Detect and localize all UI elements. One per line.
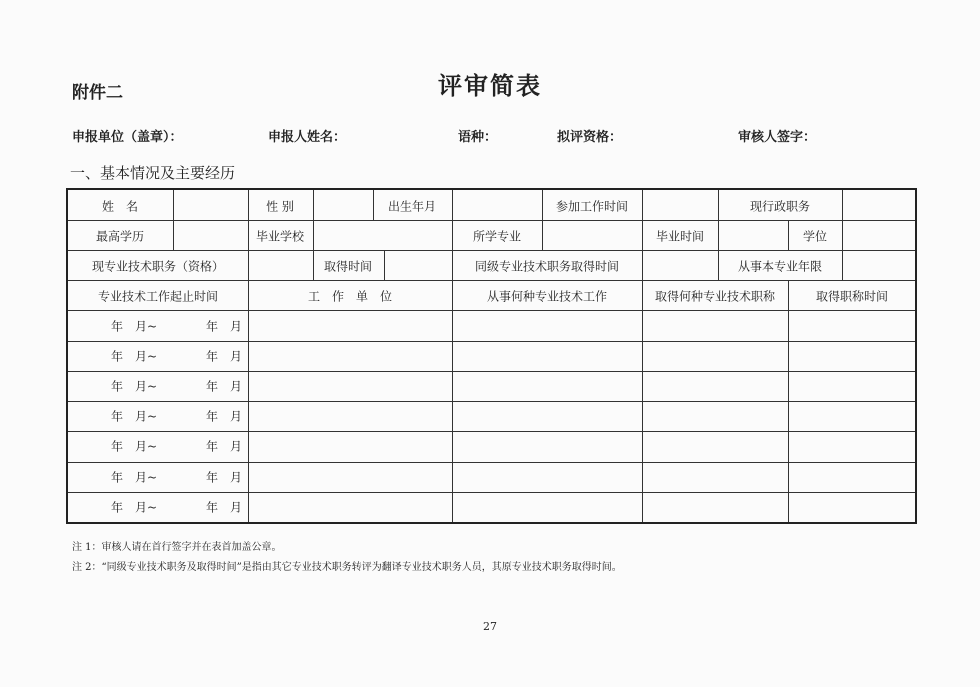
work-start-label: 参加工作时间 (555, 199, 629, 214)
degree-label: 学位 (802, 229, 828, 244)
review-table (66, 188, 917, 524)
history-row-from: 年 月~ (110, 439, 158, 454)
note-1: 注 1：审核人请在首行签字并在表首加盖公章。 (72, 542, 282, 553)
title-obtained-header: 取得何种专业技术职称 (654, 289, 776, 304)
major-label: 所学专业 (472, 229, 522, 244)
history-row-from: 年 月~ (110, 319, 158, 334)
work-type-header: 从事何种专业技术工作 (486, 289, 608, 304)
history-row-from: 年 月~ (110, 470, 158, 485)
same-level-time-label: 同级专业技术职务取得时间 (474, 259, 620, 274)
obtain-time-label: 取得时间 (323, 259, 373, 274)
history-row-from: 年 月~ (110, 349, 158, 364)
qualification-label: 拟评资格： (557, 130, 623, 145)
admin-post-label: 现行政职务 (749, 199, 811, 214)
birth-date-label: 出生年月 (387, 199, 437, 214)
title-time-header: 取得职称时间 (815, 289, 889, 304)
years-in-field-label: 从事本专业年限 (737, 259, 823, 274)
language-label: 语种： (458, 130, 498, 145)
history-row-to: 年 月 (205, 470, 243, 485)
history-row-to: 年 月 (205, 319, 243, 334)
section-title: 一、基本情况及主要经历 (70, 164, 236, 182)
page-number: 27 (483, 620, 497, 633)
page-title: 评审简表 (438, 71, 542, 100)
history-row-to: 年 月 (205, 500, 243, 515)
history-row-to: 年 月 (205, 379, 243, 394)
reviewer-signature-label: 审核人签字： (738, 130, 817, 145)
gender-label: 性 别 (266, 199, 294, 214)
applicant-name-label: 申报人姓名： (268, 130, 347, 145)
history-row-from: 年 月~ (110, 379, 158, 394)
history-row-to: 年 月 (205, 349, 243, 364)
history-row-to: 年 月 (205, 409, 243, 424)
graduation-time-label: 毕业时间 (655, 229, 705, 244)
education-label: 最高学历 (95, 229, 145, 244)
name-label: 姓 名 (101, 199, 139, 214)
unit-header: 工 作 单 位 (307, 289, 393, 304)
applicant-unit-label: 申报单位（盖章）： (72, 130, 183, 145)
annex-label: 附件二 (72, 83, 123, 103)
period-header: 专业技术工作起止时间 (97, 289, 219, 304)
school-label: 毕业学校 (255, 229, 305, 244)
history-row-to: 年 月 (205, 439, 243, 454)
history-row-from: 年 月~ (110, 409, 158, 424)
history-row-from: 年 月~ (110, 500, 158, 515)
current-title-label: 现专业技术职务（资格） (91, 259, 225, 274)
note-2: 注 2：“同级专业技术职务及取得时间”是指由其它专业技术职务转评为翻译专业技术职务人员，其原专业技术职务取得时间。 (72, 562, 622, 573)
